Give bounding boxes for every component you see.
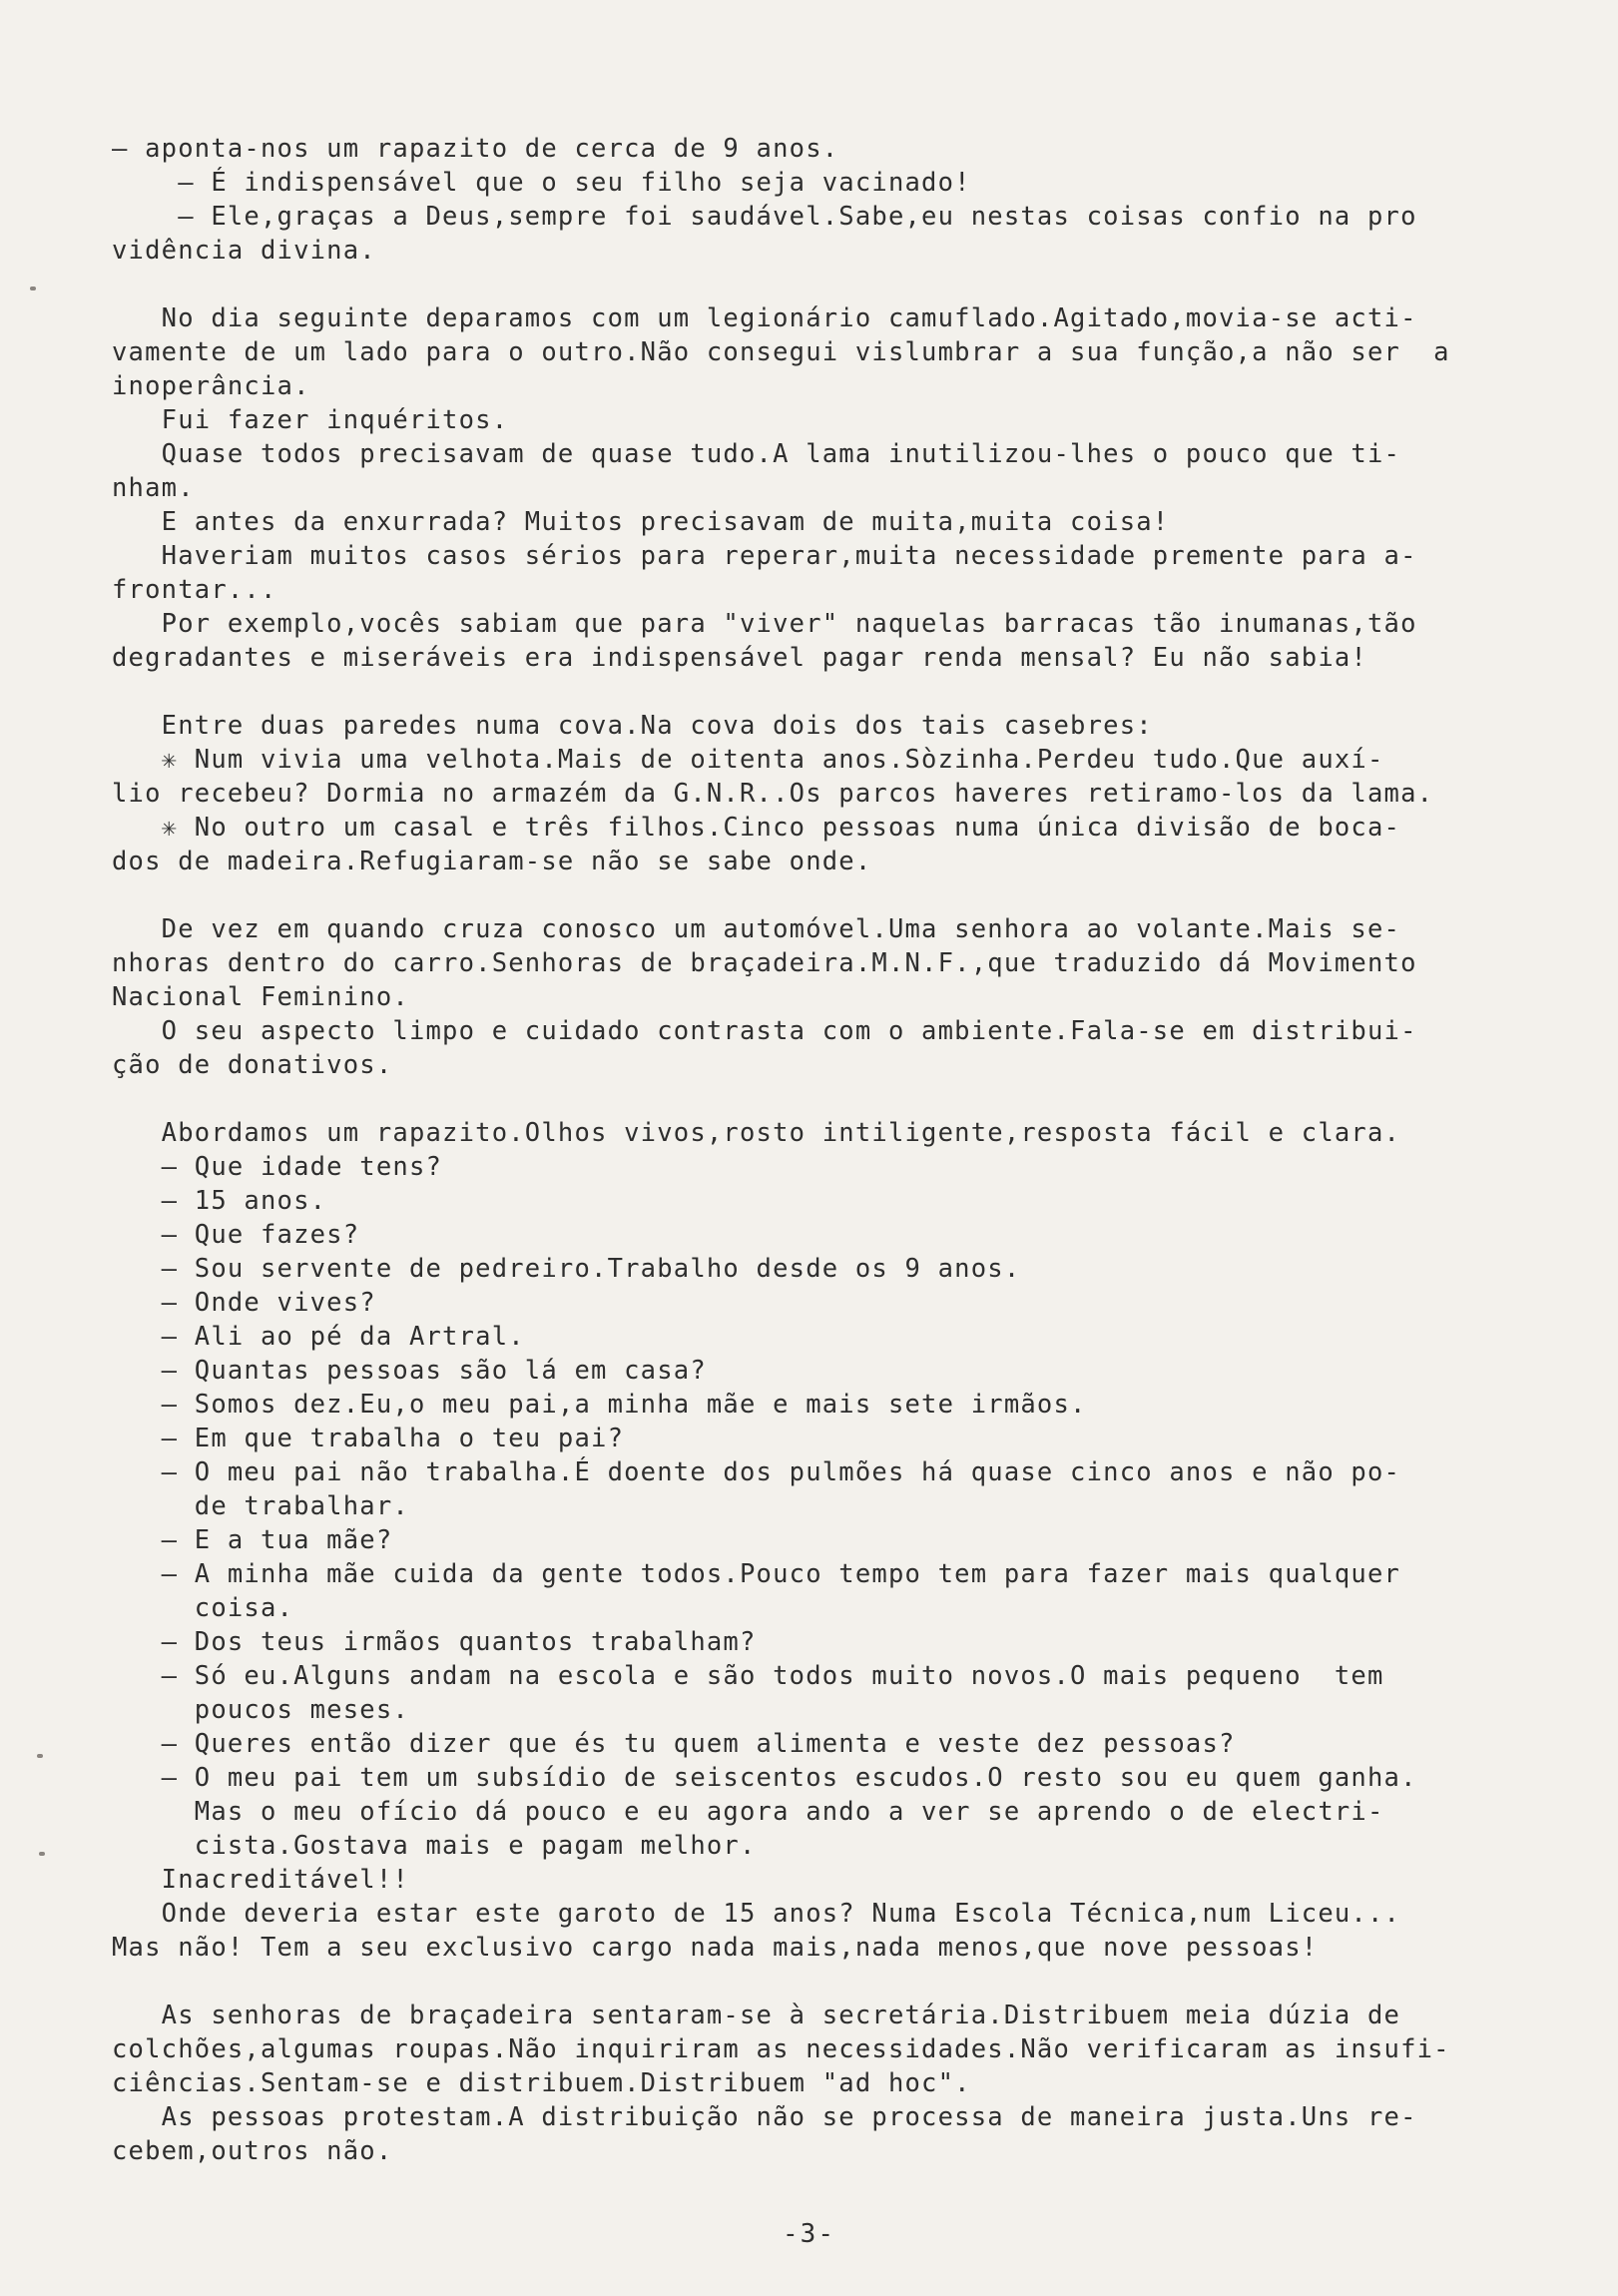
text-line: — Quantas pessoas são lá em casa?	[112, 1356, 707, 1386]
text-line: — 15 anos.	[112, 1186, 327, 1216]
text-line: E antes da enxurrada? Muitos precisavam de muita,muita coisa!	[112, 507, 1170, 537]
ink-speck	[39, 1852, 45, 1856]
text-line: Haveriam muitos casos sérios para reperar,muita necessidade premente para a-	[112, 541, 1417, 571]
text-line: — Ele,graças a Deus,sempre foi saudável.Sabe,eu nestas coisas confio na pro	[112, 202, 1417, 232]
text-line: vidência divina.	[112, 236, 376, 266]
typewritten-body	[112, 132, 1579, 2168]
text-line: — aponta-nos um rapazito de cerca de 9 anos.	[112, 134, 839, 164]
text-line: — Sou servente de pedreiro.Trabalho desde os 9 anos.	[112, 1254, 1021, 1284]
text-line: frontar...	[112, 575, 277, 605]
text-line: — Somos dez.Eu,o meu pai,a minha mãe e mais sete irmãos.	[112, 1390, 1087, 1420]
text-line: poucos meses.	[112, 1695, 409, 1725]
text-line: Por exemplo,vocês sabiam que para "viver" naquelas barracas tão inumanas,tão	[112, 609, 1417, 639]
text-line: — Só eu.Alguns andam na escola e são todos muito novos.O mais pequeno tem	[112, 1661, 1384, 1691]
text-line: — Dos teus irmãos quantos trabalham?	[112, 1627, 757, 1657]
text-line: De vez em quando cruza conosco um automóvel.Uma senhora ao volante.Mais se-	[112, 914, 1401, 944]
text-line: Onde deveria estar este garoto de 15 anos? Numa Escola Técnica,num Liceu...	[112, 1899, 1401, 1929]
text-line: cista.Gostava mais e pagam melhor.	[112, 1831, 757, 1861]
text-line: ção de donativos.	[112, 1050, 393, 1080]
text-line: — É indispensável que o seu filho seja vacinado!	[112, 168, 971, 198]
text-line: degradantes e miseráveis era indispensável pagar renda mensal? Eu não sabia!	[112, 643, 1367, 673]
text-line: Inacreditável!!	[112, 1865, 409, 1895]
text-line: — Queres então dizer que és tu quem alimenta e veste dez pessoas?	[112, 1729, 1236, 1759]
paragraph-gap	[112, 268, 1579, 301]
text-line: ✳ Num vivia uma velhota.Mais de oitenta anos.Sòzinha.Perdeu tudo.Que auxí-	[112, 745, 1384, 775]
text-line: dos de madeira.Refugiaram-se não se sabe onde.	[112, 847, 872, 876]
text-line: — Onde vives?	[112, 1288, 376, 1318]
text-line: — O meu pai não trabalha.É doente dos pulmões há quase cinco anos e não po-	[112, 1457, 1401, 1487]
text-line: Quase todos precisavam de quase tudo.A lama inutilizou-lhes o pouco que ti-	[112, 439, 1401, 469]
text-line: Mas o meu ofício dá pouco e eu agora ando a ver se aprendo o de electri-	[112, 1797, 1384, 1827]
text-line: — O meu pai tem um subsídio de seiscentos escudos.O resto sou eu quem ganha.	[112, 1763, 1417, 1793]
text-line: vamente de um lado para o outro.Não consegui vislumbrar a sua função,a não ser a	[112, 337, 1450, 367]
text-line: No dia seguinte deparamos com um legionário camuflado.Agitado,movia-se acti-	[112, 303, 1417, 333]
text-line: — Ali ao pé da Artral.	[112, 1322, 525, 1352]
text-line: Mas não! Tem a seu exclusivo cargo nada mais,nada menos,que nove pessoas!	[112, 1933, 1319, 1963]
page-number: -3-	[783, 2219, 835, 2249]
text-line: coisa.	[112, 1593, 294, 1623]
text-line: As senhoras de braçadeira sentaram-se à secretária.Distribuem meia dúzia de	[112, 2001, 1401, 2030]
text-line: nham.	[112, 473, 195, 503]
text-line: O seu aspecto limpo e cuidado contrasta com o ambiente.Fala-se em distribui-	[112, 1016, 1417, 1046]
paragraph-gap	[112, 675, 1579, 709]
paragraph-gap	[112, 878, 1579, 912]
text-line: Fui fazer inquéritos.	[112, 405, 509, 435]
ink-speck	[37, 1754, 43, 1758]
text-line: — Em que trabalha o teu pai?	[112, 1424, 625, 1453]
text-line: — A minha mãe cuida da gente todos.Pouco tempo tem para fazer mais qualquer	[112, 1559, 1401, 1589]
text-line: ✳ No outro um casal e três filhos.Cinco pessoas numa única divisão de boca-	[112, 813, 1401, 843]
text-line: lio recebeu? Dormia no armazém da G.N.R..Os parcos haveres retiramo-los da lama.	[112, 779, 1434, 809]
text-line: — Que fazes?	[112, 1220, 360, 1250]
text-line: Abordamos um rapazito.Olhos vivos,rosto intiligente,resposta fácil e clara.	[112, 1118, 1401, 1148]
text-line: inoperância.	[112, 371, 310, 401]
ink-speck	[30, 287, 36, 290]
text-line: colchões,algumas roupas.Não inquiriram as necessidades.Não verificaram as insufi-	[112, 2034, 1450, 2064]
text-line: de trabalhar.	[112, 1491, 409, 1521]
text-line: nhoras dentro do carro.Senhoras de braçadeira.M.N.F.,que traduzido dá Movimento	[112, 948, 1417, 978]
text-line: As pessoas protestam.A distribuição não se processa de maneira justa.Uns re-	[112, 2102, 1417, 2132]
text-line: — E a tua mãe?	[112, 1525, 393, 1555]
text-line: — Que idade tens?	[112, 1152, 443, 1182]
text-line: Nacional Feminino.	[112, 982, 409, 1012]
text-line: Entre duas paredes numa cova.Na cova dois dos tais casebres:	[112, 711, 1153, 741]
paragraph-gap	[112, 1965, 1579, 1999]
text-line: ciências.Sentam-se e distribuem.Distribuem "ad hoc".	[112, 2068, 971, 2098]
paragraph-gap	[112, 1082, 1579, 1116]
text-line: cebem,outros não.	[112, 2136, 393, 2166]
